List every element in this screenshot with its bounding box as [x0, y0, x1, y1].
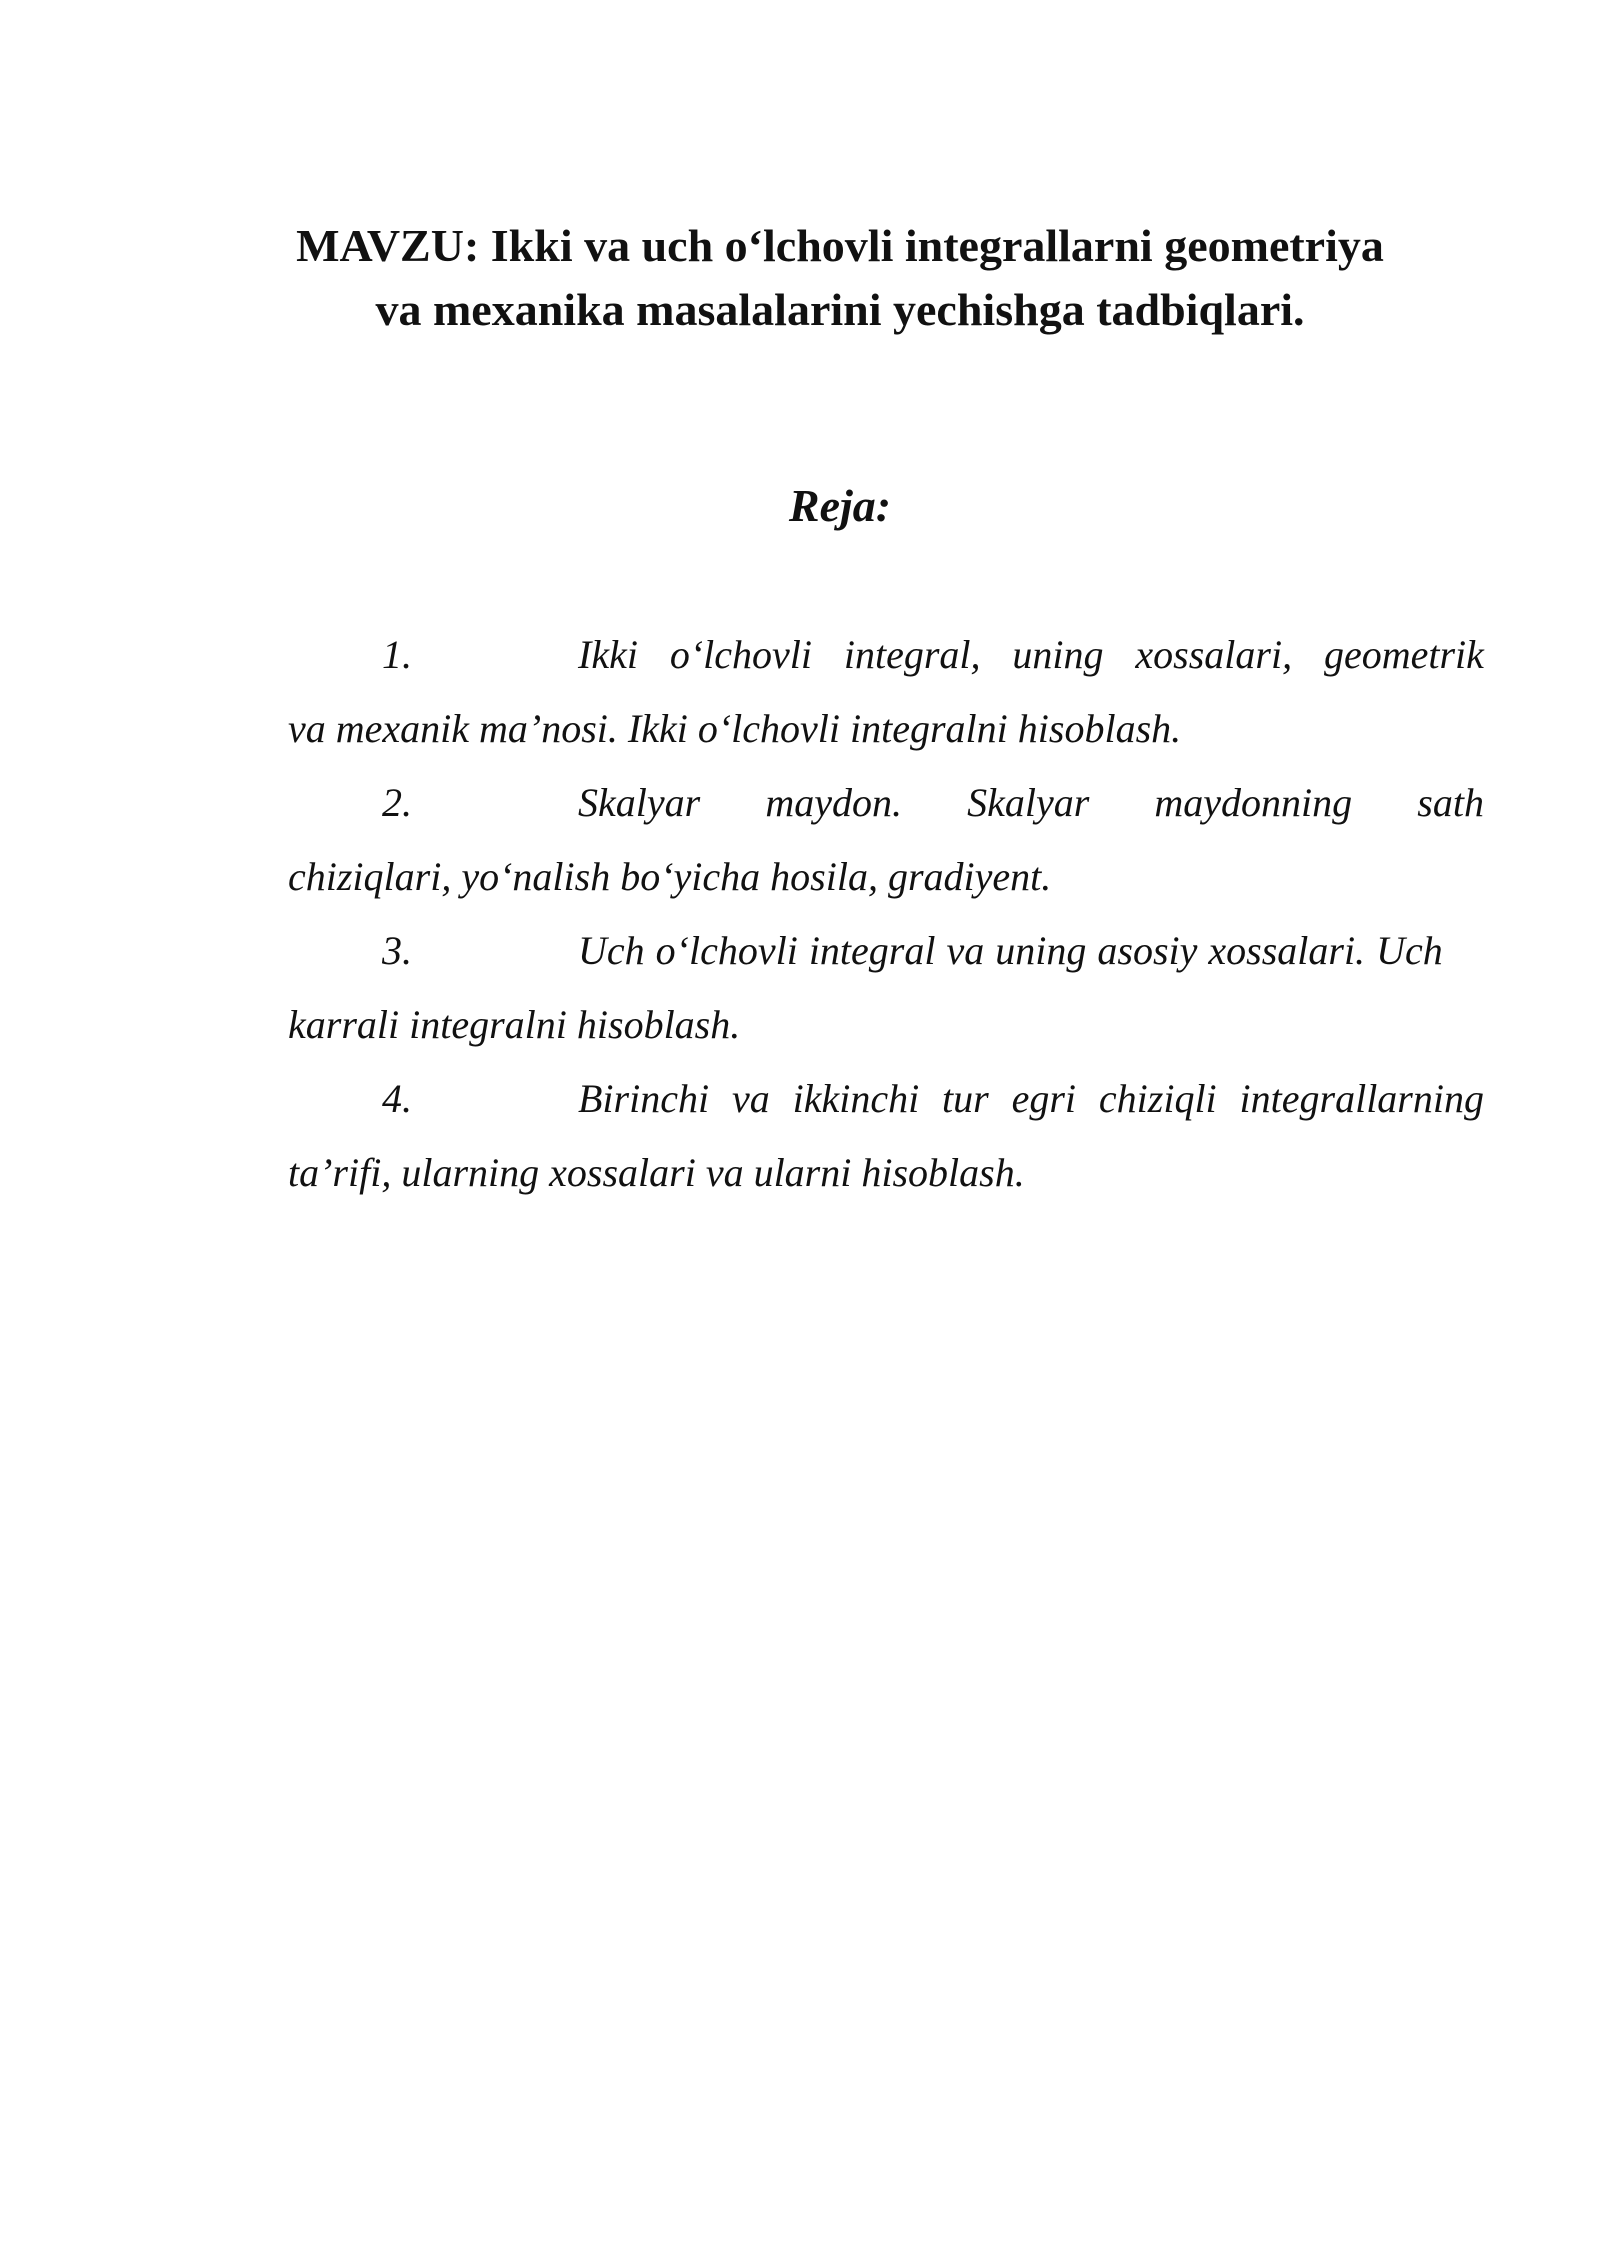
word: Ikki [578, 632, 638, 677]
word: ikkinchi [792, 1076, 920, 1121]
plan-heading: Reja: [788, 480, 892, 531]
plan-item-first-line [578, 766, 1484, 840]
word: Uch [578, 928, 645, 973]
plan-item-continuation: chiziqlari, yo‘nalish bo‘yicha hosila, gradiyent. [288, 854, 1052, 899]
plan-item-3 [288, 914, 1484, 1062]
word: uning [995, 928, 1087, 973]
word: Birinchi [578, 1076, 710, 1121]
word: o‘lchovli [669, 632, 812, 677]
word: maydonning [1154, 780, 1353, 825]
word: maydon. [765, 780, 902, 825]
plan-item-first-line [578, 618, 1484, 692]
word: integral [808, 928, 936, 973]
word: sath [1417, 780, 1484, 825]
plan-item-continuation: karrali integralni hisoblash. [288, 1002, 741, 1047]
word: asosiy [1097, 928, 1198, 973]
title-line-1: MAVZU: Ikki va uch o‘lchovli integrallarni geometriya [296, 220, 1384, 271]
word: Skalyar [967, 780, 1090, 825]
word: egri [1011, 1076, 1077, 1121]
title-line-2: va mexanika masalalarini yechishga tadbiqlari. [375, 284, 1305, 335]
plan-item-2 [288, 766, 1484, 914]
plan-item-first-line [578, 914, 1484, 988]
word: xossalari. [1208, 928, 1366, 973]
plan-item-number: 2. [382, 780, 412, 825]
plan-item-continuation: va mexanik ma’nosi. Ikki o‘lchovli integralni hisoblash. [288, 706, 1182, 751]
word: o‘lchovli [655, 928, 798, 973]
plan-item-number: 1. [382, 632, 412, 677]
word: chiziqli [1098, 1076, 1217, 1121]
word: integrallarning [1239, 1076, 1484, 1121]
word: tur [942, 1076, 989, 1121]
word: xossalari, [1135, 632, 1293, 677]
word: va [731, 1076, 770, 1121]
plan-item-1 [288, 618, 1484, 766]
word: va [946, 928, 985, 973]
word: Skalyar [578, 780, 701, 825]
plan-item-4 [288, 1062, 1484, 1210]
plan-item-number: 3. [382, 928, 412, 973]
plan-item-first-line [578, 1062, 1484, 1136]
plan-item-continuation: ta’rifi, ularning xossalari va ularni hisoblash. [288, 1150, 1025, 1195]
plan-item-number: 4. [382, 1076, 412, 1121]
document-title [240, 214, 1440, 342]
word: Uch [1376, 928, 1443, 973]
plan-list [288, 618, 1484, 1210]
word: uning [1012, 632, 1104, 677]
word: integral, [843, 632, 981, 677]
word: geometrik [1323, 632, 1484, 677]
